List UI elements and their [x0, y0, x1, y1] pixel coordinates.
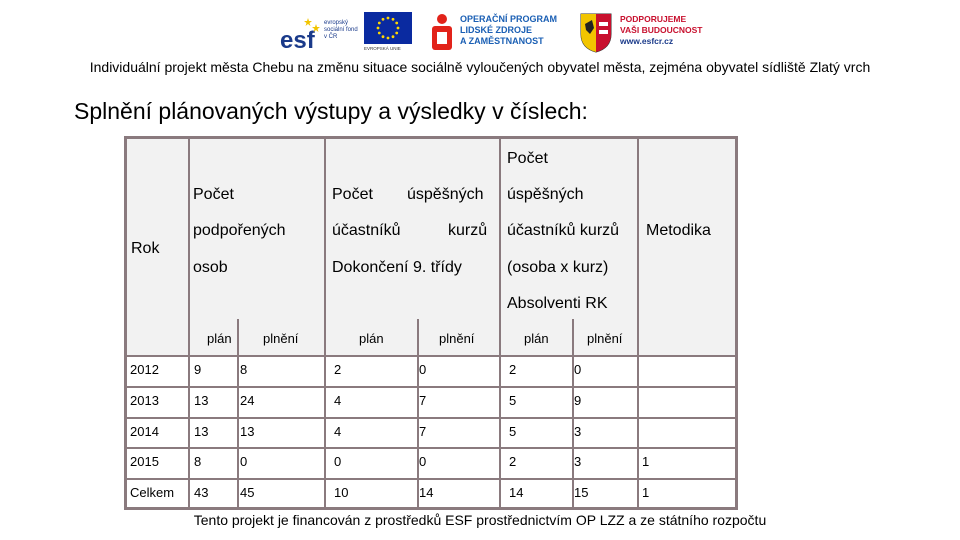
table-cell: 24: [240, 393, 255, 408]
subheader-plneni: plnění: [439, 331, 475, 346]
eu-logo-text: EVROPSKÁ UNIE: [364, 46, 401, 51]
op-lzz-line3: A ZAMĚSTNANOST: [460, 36, 544, 46]
header-col2-line2: úspěšných: [407, 186, 484, 203]
table-header-band: [127, 139, 735, 355]
header-col1-line2: podpořených: [193, 222, 286, 239]
header-col1-line3: osob: [193, 259, 228, 276]
table-cell: 45: [240, 485, 255, 500]
col-divider: [237, 355, 239, 510]
esf-logo: [278, 6, 356, 56]
col-divider: [499, 355, 501, 510]
row-divider: [127, 355, 735, 357]
table-cell: 13: [240, 424, 255, 439]
header-col3-line3: účastníků kurzů: [507, 222, 620, 239]
header-rok: Rok: [131, 240, 160, 257]
table-cell: 4: [334, 424, 342, 439]
subheader-plneni: plnění: [263, 331, 299, 346]
header-col2-line4: kurzů: [448, 222, 488, 239]
row-divider: [127, 386, 735, 388]
subheader-plneni: plnění: [587, 331, 623, 346]
table-cell: 2: [509, 362, 517, 377]
table-cell: 14: [419, 485, 434, 500]
cheb-line2: VAŠI BUDOUCNOST: [620, 25, 703, 35]
subheader-plan: plán: [524, 331, 549, 346]
table-row-celkem-rok: Celkem: [130, 485, 175, 500]
cheb-line3: www.esfcr.cz: [620, 36, 674, 46]
table-cell: 13: [194, 424, 209, 439]
project-title: Individuální projekt města Chebu na změnu situace sociálně vyloučených obyvatel města, zejména obyvatel sídliště Zlatý vrch: [89, 59, 871, 75]
header-divider: [637, 139, 639, 355]
header-col2-line5: Dokončení 9. třídy: [332, 259, 462, 276]
table-cell: 7: [419, 393, 427, 408]
svg-text:esf: esf: [280, 27, 315, 54]
eu-logo: [364, 6, 418, 56]
eu-flag-icon: [364, 12, 412, 44]
header-col3-line5: Absolventi RK: [507, 295, 608, 312]
footer-note: Tento projekt je financován z prostředků ESF prostřednictvím OP LZZ a ze státního rozpočtu: [193, 512, 767, 528]
subheader-divider: [417, 319, 419, 355]
cheb-line1: PODPORUJEME: [620, 14, 687, 24]
cheb-logo-text: [620, 14, 703, 47]
table-cell: 3: [574, 454, 582, 469]
table-cell: 8: [194, 454, 202, 469]
table-cell: 5: [509, 393, 517, 408]
subheader-divider: [237, 319, 239, 355]
col-divider: [637, 355, 639, 510]
header-divider: [324, 139, 326, 355]
table-cell: 5: [509, 424, 517, 439]
table-cell: 9: [194, 362, 202, 377]
row-divider: [127, 417, 735, 419]
table-cell: 2: [334, 362, 342, 377]
subheader-plan: plán: [359, 331, 384, 346]
table-cell: 0: [419, 362, 427, 377]
table-cell: 2: [509, 454, 517, 469]
subheader-plan: plán: [207, 331, 232, 346]
row-divider: [127, 478, 735, 480]
esf-logo-text: evropský sociální fond v ČR: [324, 20, 358, 40]
esf-logo-mark: [278, 12, 322, 54]
op-lzz-line2: LIDSKÉ ZDROJE: [460, 25, 533, 35]
section-title: Splnění plánovaných výstupy a výsledky v číslech:: [74, 98, 588, 124]
table-cell: 0: [240, 454, 248, 469]
table-cell: 1: [642, 454, 650, 469]
table-cell: 0: [574, 362, 582, 377]
table-cell: 8: [240, 362, 248, 377]
table-row-2012-rok: 2012: [130, 362, 159, 377]
header-col3-line1: Počet: [507, 150, 548, 167]
subheader-divider: [572, 319, 574, 355]
table-cell: 3: [574, 424, 582, 439]
table-row-2014-rok: 2014: [130, 424, 159, 439]
op-lzz-mark-icon: [428, 12, 456, 54]
table-cell: 0: [419, 454, 427, 469]
table-cell: 10: [334, 485, 349, 500]
op-lzz-logo: [428, 6, 568, 56]
header-col2-line3: účastníků: [332, 222, 401, 239]
table-cell: 9: [574, 393, 582, 408]
table-cell: 4: [334, 393, 342, 408]
header-divider: [499, 139, 501, 355]
header-col3-line4: (osoba x kurz): [507, 259, 609, 276]
table-cell: 14: [509, 485, 524, 500]
logo-bar: [278, 6, 703, 56]
table-row-2015-rok: 2015: [130, 454, 159, 469]
op-lzz-text: [460, 14, 557, 47]
table-cell: 43: [194, 485, 209, 500]
col-divider: [324, 355, 326, 510]
results-table: [124, 136, 738, 510]
table-cell: 7: [419, 424, 427, 439]
subheader-divider: [188, 319, 190, 355]
col-divider: [188, 355, 190, 510]
header-col1-line1: Počet: [193, 186, 234, 203]
table-row-2013-rok: 2013: [130, 393, 159, 408]
op-lzz-line1: OPERAČNÍ PROGRAM: [460, 14, 558, 24]
header-col4: Metodika: [646, 222, 711, 239]
table-cell: 15: [574, 485, 589, 500]
cheb-logo: [578, 6, 703, 56]
table-cell: 1: [642, 485, 650, 500]
header-col2-line1: Počet: [332, 186, 373, 203]
table-cell: 13: [194, 393, 209, 408]
cheb-crest-icon: [578, 10, 614, 54]
row-divider: [127, 447, 735, 449]
header-col3-line2: úspěšných: [507, 186, 584, 203]
table-cell: 0: [334, 454, 342, 469]
